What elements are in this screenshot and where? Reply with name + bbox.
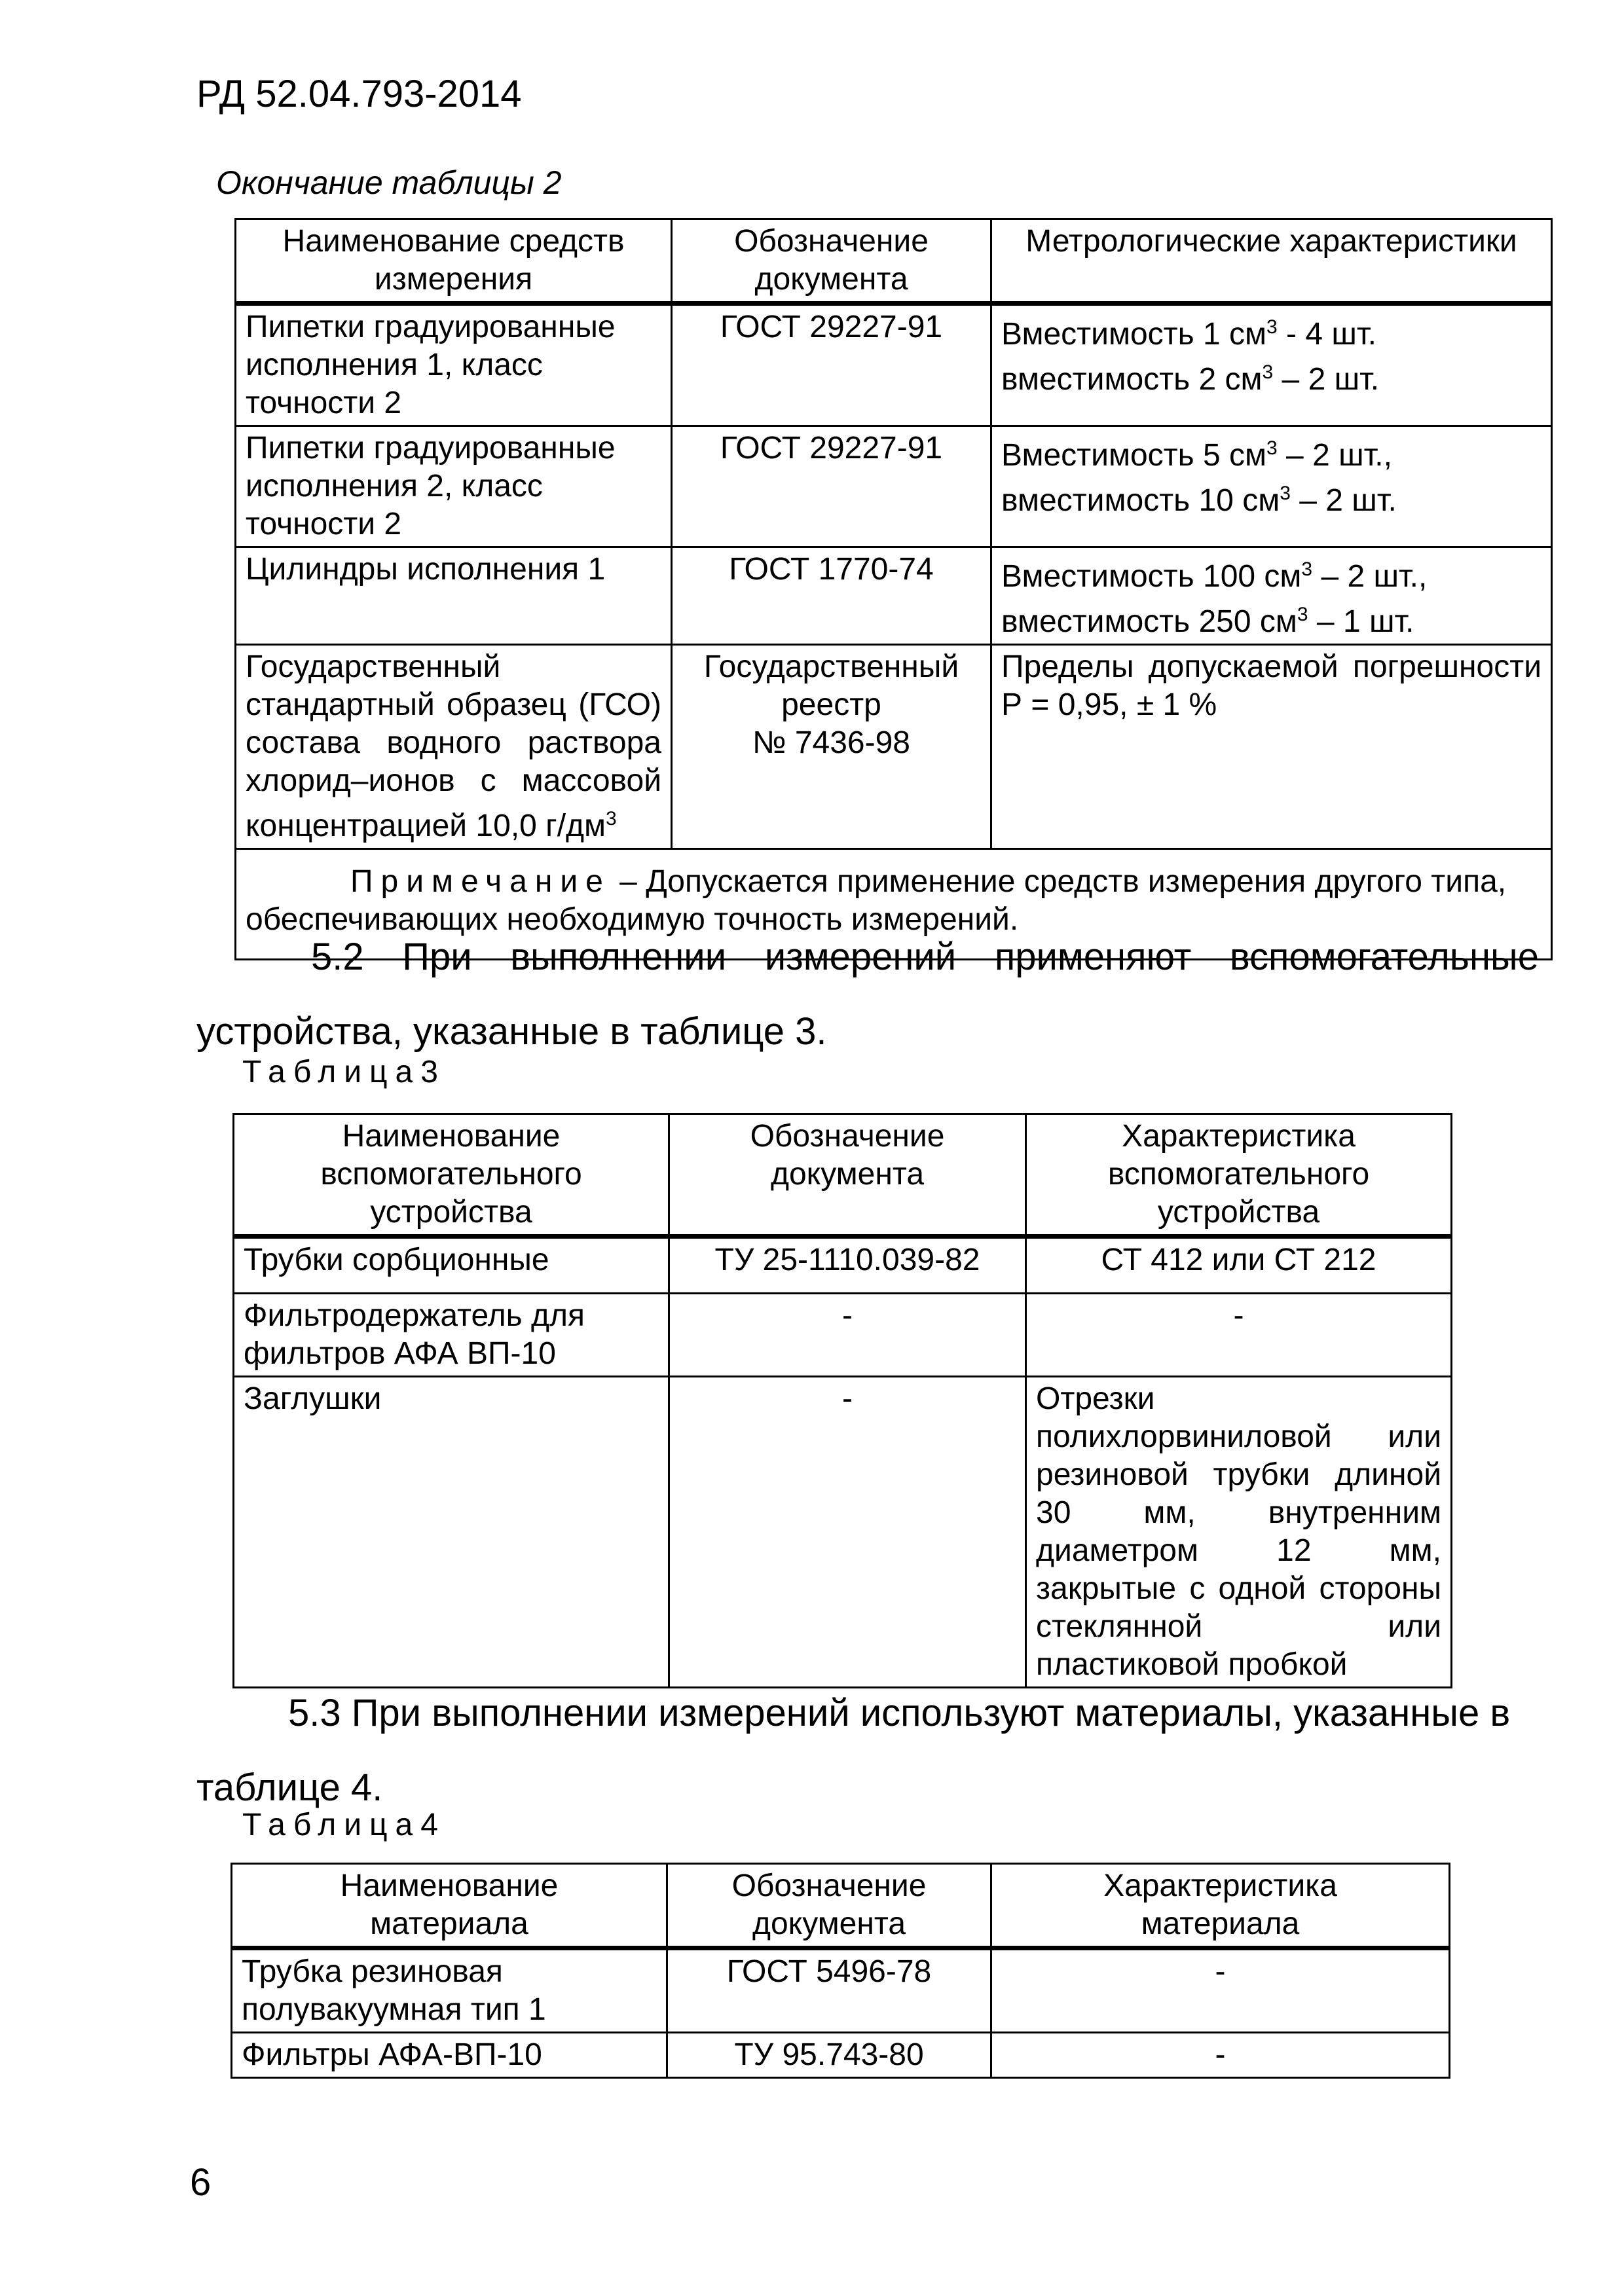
table4-cell-doc: ГОСТ 5496-78 [667,1948,991,2033]
table3-cell-doc: - [669,1377,1026,1688]
table2-cell-doc: Государственный реестр № 7436-98 [672,645,991,849]
table-row [236,645,1552,849]
table2-caption: Окончание таблицы 2 [216,164,562,201]
paragraph-5-2: 5.2 При выполнении измерений применяют вспомогательные устройства, указанные в таблице 3. [196,936,1539,1053]
table2-cell-name: Государственный стандартный образец (ГСО) состава водного раствора хлорид–ионов с массовой концентрацией 10,0 $г/дм^3$ [236,645,672,849]
note-label: Примечание [350,864,611,899]
table3-cell-name: Фильтродержатель для фильтров АФА ВП-10 [234,1294,669,1377]
table4-cell-char: - [991,2033,1450,2078]
table2-header-doc: Обозначение документа [672,219,991,304]
table2-cell-name: Цилиндры исполнения 1 [236,547,672,645]
table3-cell-name: Заглушки [234,1377,669,1688]
table-row [236,547,1552,645]
table-row [236,304,1552,426]
paragraph-5-3: 5.3 При выполнении измерений используют материалы, указанные в таблице 4. [196,1692,1511,1809]
table2-header-row [236,219,1552,304]
table4-cell-doc: ТУ 95.743-80 [667,2033,991,2078]
table4-cell-char: - [991,1948,1450,2033]
table3-header-doc: Обозначение документа [669,1114,1026,1237]
table-row [234,1294,1452,1377]
table4-header-char: Характеристика материала [991,1864,1450,1948]
table3-header-row [234,1114,1452,1237]
table3-cell-char: - [1026,1294,1452,1377]
table4-cell-name: Фильтры АФА-ВП-10 [232,2033,667,2078]
table3-header-char: Характеристика вспомогательного устройства [1026,1114,1452,1237]
table3-header-name: Наименование вспомогательного устройства [234,1114,669,1237]
table2-cell-char: Вместимость 5 $см^3 - 2$ шт., вместимость 10 $см^3 - 2$ шт. [991,426,1552,547]
table3-cell-name: Трубки сорбционные [234,1237,669,1294]
table2-cell-doc: ГОСТ 29227-91 [672,304,991,426]
table2-cell-char: Пределы допускаемой погрешности Р = 0,95, ± 1 % [991,645,1552,849]
table4-cell-name: Трубка резиновая полувакуумная тип 1 [232,1948,667,2033]
table2-header-name: Наименование средств измерения [236,219,672,304]
table-4 [231,1863,1450,2079]
table3-cell-doc: - [669,1294,1026,1377]
table-2 [234,218,1553,960]
table2-cell-char: Вместимость 1 $см^3 - 4$ шт. вместимость 2 $см^3 - 2$ шт. [991,304,1552,426]
table2-header-char: Метрологические характеристики [991,219,1552,304]
table3-cell-char: СТ 412 или СТ 212 [1026,1237,1452,1294]
table-row [236,426,1552,547]
table4-header-row [232,1864,1450,1948]
table-row [234,1377,1452,1688]
table-row [234,1237,1452,1294]
table-row [232,1948,1450,2033]
table3-caption: Таблица3 [242,1055,446,1089]
table4-caption: Таблица4 [242,1808,446,1842]
table4-header-doc: Обозначение документа [667,1864,991,1948]
note-text: – Допускается применение средств измерения другого типа, обеспечивающих необходимую точность измерений. [246,864,1507,937]
table4-header-name: Наименование материала [232,1864,667,1948]
page-number: 6 [190,2161,212,2204]
table2-cell-name: Пипетки градуированные исполнения 2, класс точности 2 [236,426,672,547]
document-number: РД 52.04.793-2014 [196,73,522,115]
table2-cell-doc: ГОСТ 1770-74 [672,547,991,645]
table2-cell-char: Вместимость 100 $см^3 - 2$ шт., вместимость 250 $см^3 - 1$ шт. [991,547,1552,645]
table3-cell-doc: ТУ 25-1110.039-82 [669,1237,1026,1294]
table2-cell-name: Пипетки градуированные исполнения 1, класс точности 2 [236,304,672,426]
table-3 [232,1113,1452,1688]
table3-cell-char: Отрезки полихлорвиниловой или резиновой трубки длиной 30 мм, внутренним диаметром 12 мм, закрытые с одной стороны стеклянной или пластиковой пробкой [1026,1377,1452,1688]
table2-cell-doc: ГОСТ 29227-91 [672,426,991,547]
table-row [232,2033,1450,2078]
